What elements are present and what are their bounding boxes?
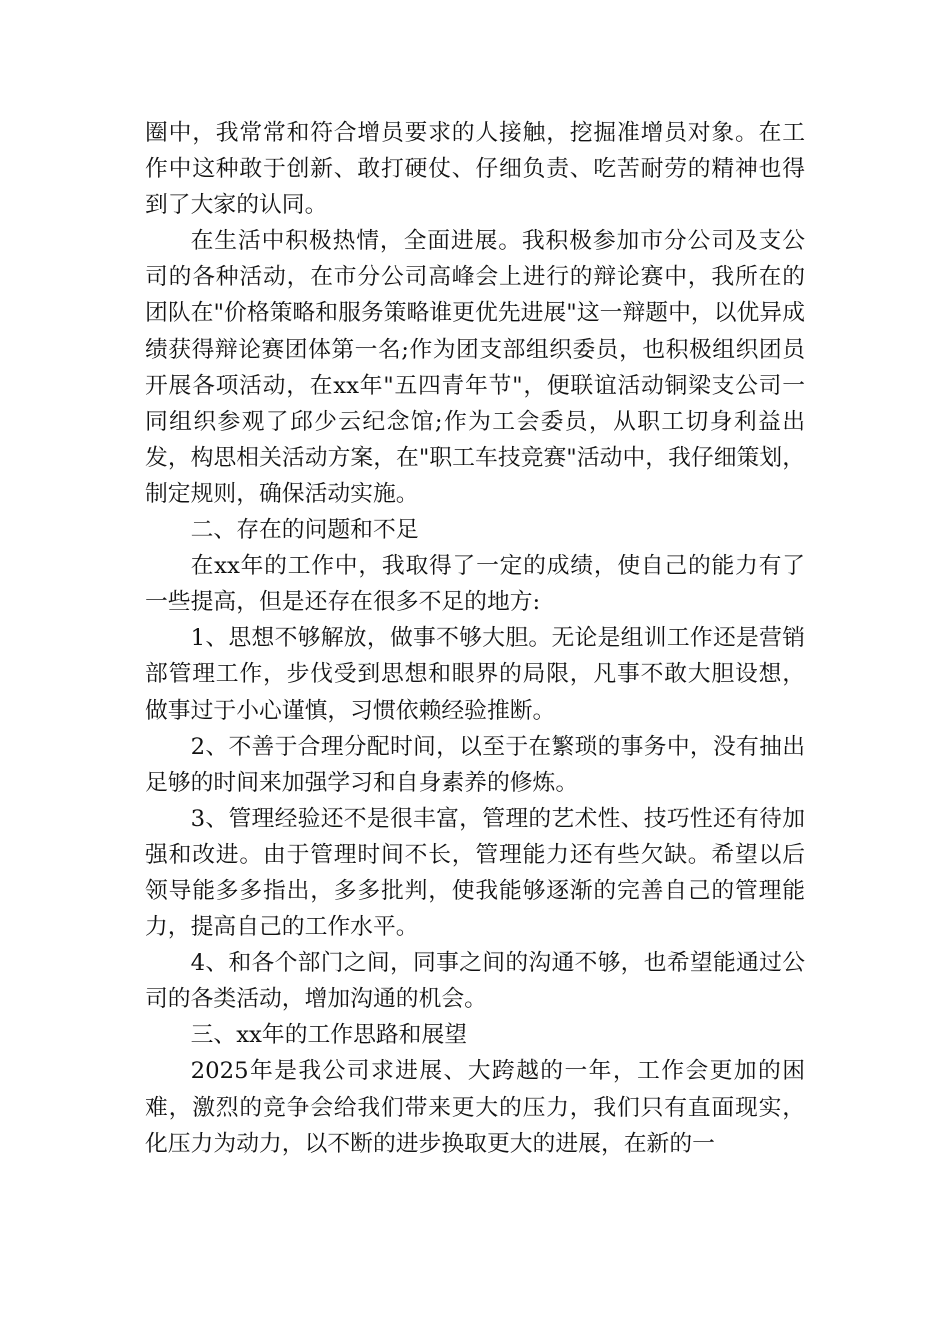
paragraph-life-activities: 在生活中积极热情，全面进展。我积极参加市分公司及支公司的各种活动，在市分公司高峰会上进行的辩论赛中，我所在的团队在"价格策略和服务策略谁更优先进展"这一辩题中，以优异成绩获得辩论赛团体第一名;作为团支部组织委员，也积极组织团员开展各项活动，在xx年"五四青年节"，便联谊活动铜梁支公司一同组织参观了邱少云纪念馆;作为工会委员，从职工切身利益出发，构思相关活动方案，在"职工车技竞赛"活动中，我仔细策划，制定规则，确保活动实施。	[145, 228, 805, 507]
paragraph-problems-intro: 在xx年的工作中，我取得了一定的成绩，使自己的能力有了一些提高，但是还存在很多不足的地方:	[145, 553, 805, 616]
paragraph-outlook: 2025年是我公司求进展、大跨越的一年，工作会更加的困难，激烈的竞争会给我们带来更大的压力，我们只有直面现实，化压力为动力，以不断的进步换取更大的进展，在新的一	[145, 1058, 805, 1157]
list-item-problem-2: 2、不善于合理分配时间，以至于在繁琐的事务中，没有抽出足够的时间来加强学习和自身素养的修炼。	[145, 733, 805, 796]
list-item-problem-1: 1、思想不够解放，做事不够大胆。无论是组训工作还是营销部管理工作，步伐受到思想和眼界的局限，凡事不敢大胆设想，做事过于小心谨慎，习惯依赖经验推断。	[145, 625, 805, 724]
document-page	[145, 115, 805, 1162]
section-heading-outlook: 三、xx年的工作思路和展望	[190, 1022, 468, 1049]
list-item-problem-3: 3、管理经验还不是很丰富，管理的艺术性、技巧性还有待加强和改进。由于管理时间不长，管理能力还有些欠缺。希望以后领导能多多指出，多多批判，使我能够逐渐的完善自己的管理能力，提高自己的工作水平。	[145, 805, 805, 941]
list-item-problem-4: 4、和各个部门之间，同事之间的沟通不够，也希望能通过公司的各类活动，增加沟通的机会。	[145, 950, 805, 1013]
section-heading-problems: 二、存在的问题和不足	[190, 517, 419, 544]
paragraph-continuation: 圈中，我常常和符合增员要求的人接触，挖掘准增员对象。在工作中这种敢于创新、敢打硬仗、仔细负责、吃苦耐劳的精神也得到了大家的认同。	[145, 120, 805, 219]
